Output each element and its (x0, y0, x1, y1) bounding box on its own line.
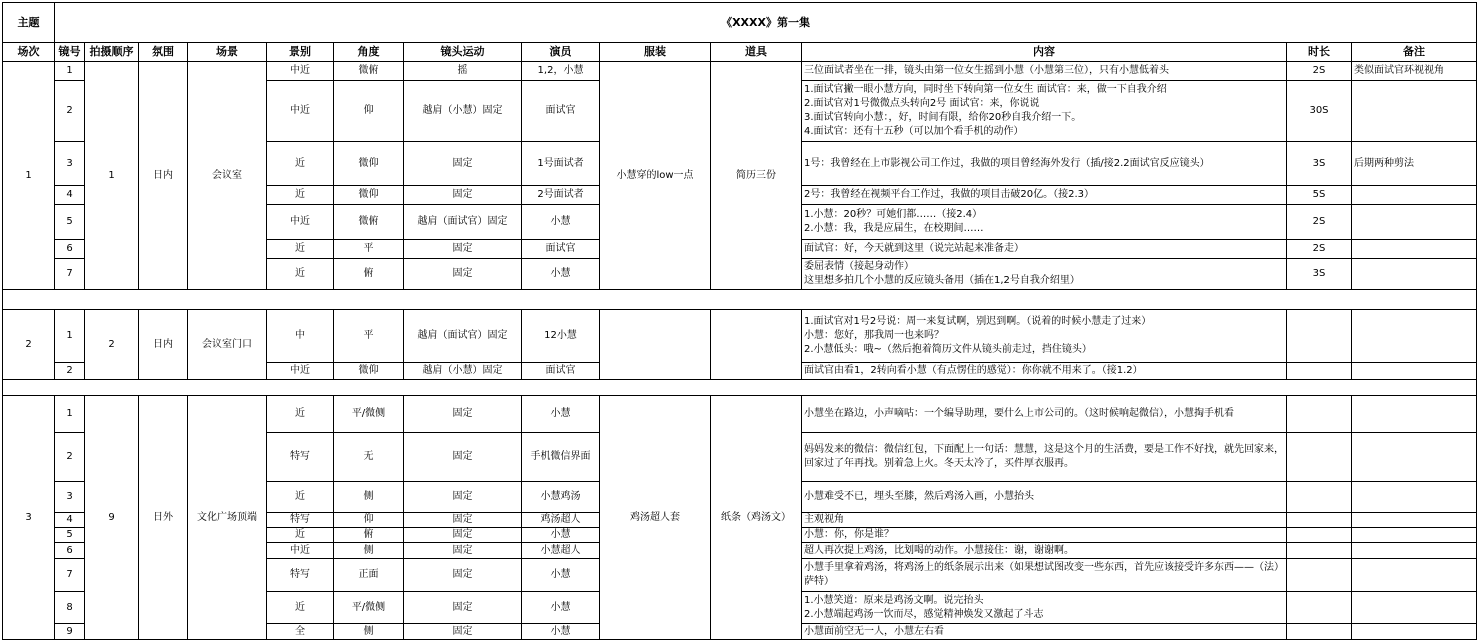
note (1352, 559, 1477, 592)
duration (1287, 559, 1352, 592)
costume (600, 310, 711, 380)
shot-number: 2 (55, 363, 85, 380)
shoot-order: 2 (85, 310, 139, 380)
shot-number: 2 (55, 433, 85, 482)
shot-size: 特写 (267, 433, 334, 482)
note: 后期两种剪法 (1352, 142, 1477, 186)
mood: 日内 (139, 62, 188, 290)
actor: 小慧鸡汤 (522, 482, 600, 513)
duration: 2S (1287, 62, 1352, 81)
header-cell: 备注 (1352, 43, 1477, 62)
page-title: 《XXXX》第一集 (55, 3, 1477, 43)
prop: 纸条（鸡汤文） (711, 396, 802, 640)
actor: 小慧 (522, 592, 600, 624)
content: 小慧面前空无一人，小慧左右看 (802, 624, 1287, 640)
camera-move: 固定 (404, 513, 522, 528)
shot-size: 全 (267, 624, 334, 640)
note (1352, 205, 1477, 240)
camera-move: 固定 (404, 528, 522, 543)
duration (1287, 433, 1352, 482)
location: 文化广场顶端 (188, 396, 267, 640)
shot-size: 近 (267, 240, 334, 259)
spacer-row (3, 380, 1477, 396)
duration (1287, 396, 1352, 433)
content: 小慧坐在路边，小声嘀咕：一个编导助理，要什么上市公司的。（这时候响起微信），小慧掏手机看 (802, 396, 1287, 433)
camera-move: 越肩（小慧）固定 (404, 81, 522, 142)
title-row (3, 3, 1477, 43)
table-row (3, 310, 1477, 363)
shot-size: 中 (267, 310, 334, 363)
table-row (3, 62, 1477, 81)
shot-number: 1 (55, 62, 85, 81)
costume: 小慧穿的low一点 (600, 62, 711, 290)
camera-angle: 平 (334, 310, 404, 363)
actor: 1,2，小慧 (522, 62, 600, 81)
actor: 鸡汤超人 (522, 513, 600, 528)
duration: 3S (1287, 142, 1352, 186)
actor: 面试官 (522, 240, 600, 259)
scene-number: 3 (3, 396, 55, 640)
note (1352, 186, 1477, 205)
camera-angle: 平 (334, 240, 404, 259)
header-cell: 场景 (188, 43, 267, 62)
camera-angle: 侧 (334, 482, 404, 513)
prop (711, 310, 802, 380)
content: 妈妈发来的微信：微信红包，下面配上一句话：慧慧，这是这个月的生活费，要是工作不好找，就先回家来，回家过了年再找。别着急上火。冬天太冷了，买件厚衣服再。 (802, 433, 1287, 482)
note (1352, 433, 1477, 482)
content: 面试官：好，今天就到这里（说完站起来准备走） (802, 240, 1287, 259)
note (1352, 310, 1477, 363)
actor: 小慧 (522, 205, 600, 240)
shot-number: 6 (55, 543, 85, 559)
shot-number: 1 (55, 396, 85, 433)
duration: 2S (1287, 205, 1352, 240)
header-cell: 演员 (522, 43, 600, 62)
duration: 5S (1287, 186, 1352, 205)
camera-angle: 微仰 (334, 363, 404, 380)
content: 小慧难受不已，埋头至膝，然后鸡汤入画，小慧抬头 (802, 482, 1287, 513)
camera-angle: 平/微侧 (334, 396, 404, 433)
note (1352, 592, 1477, 624)
duration: 3S (1287, 259, 1352, 290)
actor: 手机微信界面 (522, 433, 600, 482)
shot-number: 3 (55, 142, 85, 186)
note (1352, 259, 1477, 290)
actor: 小慧 (522, 624, 600, 640)
shot-number: 2 (55, 81, 85, 142)
note (1352, 624, 1477, 640)
duration (1287, 528, 1352, 543)
shot-size: 特写 (267, 559, 334, 592)
camera-move: 越肩（小慧）固定 (404, 363, 522, 380)
costume: 鸡汤超人套 (600, 396, 711, 640)
storyboard-table (2, 2, 1477, 640)
camera-move: 越肩（面试官）固定 (404, 205, 522, 240)
actor: 小慧 (522, 259, 600, 290)
actor: 面试官 (522, 81, 600, 142)
camera-move: 固定 (404, 592, 522, 624)
camera-move: 摇 (404, 62, 522, 81)
shoot-order: 9 (85, 396, 139, 640)
header-cell: 镜号 (55, 43, 85, 62)
camera-move: 固定 (404, 559, 522, 592)
content: 主观视角 (802, 513, 1287, 528)
note (1352, 240, 1477, 259)
camera-move: 固定 (404, 433, 522, 482)
shot-size: 近 (267, 186, 334, 205)
camera-move: 固定 (404, 259, 522, 290)
duration (1287, 363, 1352, 380)
spacer-cell (3, 290, 1477, 310)
note (1352, 482, 1477, 513)
shot-size: 近 (267, 396, 334, 433)
shot-number: 6 (55, 240, 85, 259)
actor: 小慧 (522, 396, 600, 433)
duration (1287, 310, 1352, 363)
note (1352, 396, 1477, 433)
content: 委屈表情（接起身动作） 这里想多拍几个小慧的反应镜头备用（插在1,2号自我介绍里） (802, 259, 1287, 290)
shot-number: 7 (55, 559, 85, 592)
header-cell: 时长 (1287, 43, 1352, 62)
location: 会议室 (188, 62, 267, 290)
camera-angle: 微仰 (334, 186, 404, 205)
camera-angle: 俯 (334, 528, 404, 543)
content: 1.面试官对1号2号说：周一来复试啊，别迟到啊。（说着的时候小慧走了过来） 小慧：您好，那我周一也来吗？ 2.小慧低头：哦~（然后抱着简历文件从镜头前走过，挡住镜头） (802, 310, 1287, 363)
camera-angle: 微仰 (334, 142, 404, 186)
location: 会议室门口 (188, 310, 267, 380)
camera-move: 固定 (404, 543, 522, 559)
shoot-order: 1 (85, 62, 139, 290)
spacer-row (3, 290, 1477, 310)
shot-size: 近 (267, 142, 334, 186)
note (1352, 81, 1477, 142)
camera-move: 固定 (404, 624, 522, 640)
content: 面试官由看1，2转向看小慧（有点愣住的感觉）：你你就不用来了。（接1.2） (802, 363, 1287, 380)
camera-angle: 无 (334, 433, 404, 482)
header-cell: 角度 (334, 43, 404, 62)
shot-size: 近 (267, 528, 334, 543)
shot-number: 5 (55, 528, 85, 543)
camera-move: 固定 (404, 142, 522, 186)
content: 超人再次提上鸡汤，比划喝的动作。小慧接住：谢，谢谢啊。 (802, 543, 1287, 559)
actor: 2号面试者 (522, 186, 600, 205)
header-cell: 服装 (600, 43, 711, 62)
duration (1287, 592, 1352, 624)
actor: 面试官 (522, 363, 600, 380)
shot-number: 8 (55, 592, 85, 624)
header-row (3, 43, 1477, 62)
shot-size: 中近 (267, 62, 334, 81)
spacer-cell (3, 380, 1477, 396)
camera-angle: 正面 (334, 559, 404, 592)
camera-move: 越肩（面试官）固定 (404, 310, 522, 363)
title-label: 主题 (3, 3, 55, 43)
content: 1号：我曾经在上市影视公司工作过，我做的项目曾经海外发行（插/接2.2面试官反应镜头） (802, 142, 1287, 186)
note (1352, 528, 1477, 543)
actor: 12小慧 (522, 310, 600, 363)
duration (1287, 482, 1352, 513)
actor: 小慧 (522, 559, 600, 592)
camera-angle: 仰 (334, 513, 404, 528)
scene-number: 2 (3, 310, 55, 380)
duration (1287, 543, 1352, 559)
camera-move: 固定 (404, 396, 522, 433)
shot-number: 1 (55, 310, 85, 363)
camera-angle: 微俯 (334, 62, 404, 81)
shot-size: 中近 (267, 81, 334, 142)
actor: 1号面试者 (522, 142, 600, 186)
header-cell: 景别 (267, 43, 334, 62)
note (1352, 543, 1477, 559)
shot-size: 中近 (267, 205, 334, 240)
header-cell: 镜头运动 (404, 43, 522, 62)
shot-number: 3 (55, 482, 85, 513)
content: 1.面试官撇一眼小慧方向，同时坐下转向第一位女生 面试官：来，做一下自我介绍 2.面试官对1号微微点头转向2号 面试官：来，你说说 3.面试官转向小慧：，好，时间有限，给你20秒自我介绍一下。 4.面试官：还有十五秒（可以加个看手机的动作） (802, 81, 1287, 142)
shot-number: 4 (55, 186, 85, 205)
content: 2号：我曾经在视频平台工作过，我做的项目击破20亿。（接2.3） (802, 186, 1287, 205)
content: 小慧手里拿着鸡汤，将鸡汤上的纸条展示出来（如果想试图改变一些东西，首先应该接受许多东西——（法）萨特） (802, 559, 1287, 592)
note: 类似面试官环视视角 (1352, 62, 1477, 81)
mood: 日外 (139, 396, 188, 640)
header-cell: 场次 (3, 43, 55, 62)
content: 小慧：你，你是谁？ (802, 528, 1287, 543)
camera-angle: 仰 (334, 81, 404, 142)
mood: 日内 (139, 310, 188, 380)
duration (1287, 513, 1352, 528)
camera-angle: 侧 (334, 624, 404, 640)
camera-angle: 俯 (334, 259, 404, 290)
header-cell: 内容 (802, 43, 1287, 62)
note (1352, 363, 1477, 380)
actor: 小慧 (522, 528, 600, 543)
content: 1.小慧：20秒？可她们都……（接2.4） 2.小慧：我，我是应届生，在校期间…… (802, 205, 1287, 240)
camera-angle: 平/微侧 (334, 592, 404, 624)
prop: 简历三份 (711, 62, 802, 290)
header-cell: 拍摄顺序 (85, 43, 139, 62)
shot-number: 7 (55, 259, 85, 290)
note (1352, 513, 1477, 528)
shot-size: 特写 (267, 513, 334, 528)
header-cell: 道具 (711, 43, 802, 62)
camera-move: 固定 (404, 186, 522, 205)
duration: 2S (1287, 240, 1352, 259)
duration: 30S (1287, 81, 1352, 142)
scene-number: 1 (3, 62, 55, 290)
duration (1287, 624, 1352, 640)
shot-number: 5 (55, 205, 85, 240)
shot-size: 近 (267, 592, 334, 624)
shot-size: 近 (267, 259, 334, 290)
camera-move: 固定 (404, 240, 522, 259)
actor: 小慧超人 (522, 543, 600, 559)
content: 三位面试者坐在一排，镜头由第一位女生摇到小慧（小慧第三位），只有小慧低着头 (802, 62, 1287, 81)
table-row (3, 396, 1477, 433)
shot-number: 9 (55, 624, 85, 640)
camera-move: 固定 (404, 482, 522, 513)
shot-size: 中近 (267, 543, 334, 559)
content: 1.小慧笑道：原来是鸡汤文啊。说完抬头 2.小慧端起鸡汤一饮而尽，感觉精神焕发又激起了斗志 (802, 592, 1287, 624)
header-cell: 氛围 (139, 43, 188, 62)
camera-angle: 侧 (334, 543, 404, 559)
camera-angle: 微俯 (334, 205, 404, 240)
shot-size: 中近 (267, 363, 334, 380)
shot-number: 4 (55, 513, 85, 528)
shot-size: 近 (267, 482, 334, 513)
